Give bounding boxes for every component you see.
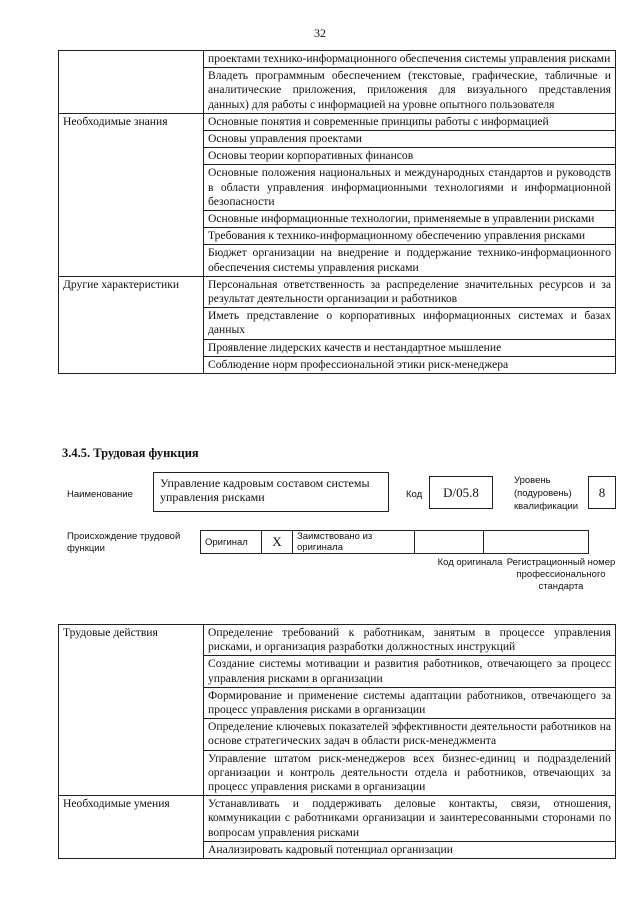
row-text: Устанавливать и поддерживать деловые контакты, связи, отношения, коммуникации с работниками организации и заинтересованными сторонами по вопросам управления рисками <box>204 796 616 842</box>
row-text: Владеть программным обеспечением (текстовые, графические, табличные и аналитические приложения, приложения для визуального представления данных) для работы с информацией на уровне опытного пользователя <box>204 68 616 114</box>
row-text: Основы теории корпоративных финансов <box>204 148 616 165</box>
row-text: Анализировать кадровый потенциал организации <box>204 841 616 858</box>
origin-code-cell <box>415 531 484 554</box>
row-text: Требования к технико-информационному обеспечению управления рисками <box>204 228 616 245</box>
level-box: 8 <box>588 476 616 509</box>
level-label: Уровень (подуровень) квалификации <box>514 475 579 512</box>
table-row <box>59 796 616 842</box>
row-text: Проявление лидерских качеств и нестандартное мышление <box>204 339 616 356</box>
competency-table-continued <box>58 50 616 374</box>
table-row <box>59 276 616 307</box>
row-text: Бюджет организации на внедрение и поддержание технико-информационного обеспечения системы управления рисками <box>204 245 616 276</box>
page-number: 32 <box>314 26 326 40</box>
row-text: Формирование и применение системы адаптации работников, отвечающего за процесс управления рисками в организации <box>204 687 616 718</box>
row-text: Управление штатом риск-менеджеров всех бизнес-единиц и подразделений организации и контроль деятельности отдела и работников, отвечающих за процесс управления рисками в организации <box>204 750 616 796</box>
row-text: Определение ключевых показателей эффективности деятельности работников на основе стратегических задач в области риск-менеджмента <box>204 719 616 750</box>
row-label-labor-actions: Трудовые действия <box>59 625 204 796</box>
origin-table <box>200 530 589 554</box>
row-text: Основные понятия и современные принципы работы с информацией <box>204 113 616 130</box>
row-text: Создание системы мотивации и развития работников, отвечающего за процесс управления рисками в организации <box>204 656 616 687</box>
table-row <box>59 625 616 656</box>
section-title: 3.4.5. Трудовая функция <box>62 446 199 460</box>
row-text: Основы управления проектами <box>204 131 616 148</box>
origin-mark-cell: X <box>262 531 293 554</box>
name-label: Наименование <box>67 489 133 500</box>
row-text: Основные информационные технологии, применяемые в управлении рисками <box>204 211 616 228</box>
labor-function-table <box>58 624 616 859</box>
row-label-required-knowledge: Необходимые знания <box>59 113 204 276</box>
table-row <box>59 113 616 130</box>
function-name-box: Управление кадровым составом системы управления рисками <box>153 472 389 512</box>
row-label-required-skills: Необходимые умения <box>59 796 204 859</box>
origin-borrowed-cell: Заимствовано из оригинала <box>293 531 415 554</box>
row-text: проектами технико-информационного обеспечения системы управления рисками <box>204 51 616 68</box>
row-text: Иметь представление о корпоративных информационных системах и базах данных <box>204 308 616 339</box>
function-code-box: D/05.8 <box>429 476 493 509</box>
row-text: Соблюдение норм профессиональной этики риск-менеджера <box>204 356 616 373</box>
caption-reg-number: Регистрационный номер профессионального стандарта <box>506 557 616 592</box>
row-label <box>59 51 204 114</box>
origin-reg-cell <box>484 531 589 554</box>
caption-code-original: Код оригинала <box>437 557 503 568</box>
table-row <box>59 51 616 68</box>
code-label: Код <box>406 489 423 500</box>
row-text: Основные положения национальных и международных стандартов и руководств в области управления информационными технологиями и информационной безопасности <box>204 165 616 211</box>
origin-original-cell: Оригинал <box>201 531 262 554</box>
origin-label: Происхождение трудовой функции <box>67 531 181 554</box>
row-label-other-characteristics: Другие характеристики <box>59 276 204 373</box>
row-text: Определение требований к работникам, занятым в процессе управления рисками, и организация разработки должностных инструкций <box>204 625 616 656</box>
row-text: Персональная ответственность за распределение значительных ресурсов и за результат деятельности организации и работников <box>204 276 616 307</box>
